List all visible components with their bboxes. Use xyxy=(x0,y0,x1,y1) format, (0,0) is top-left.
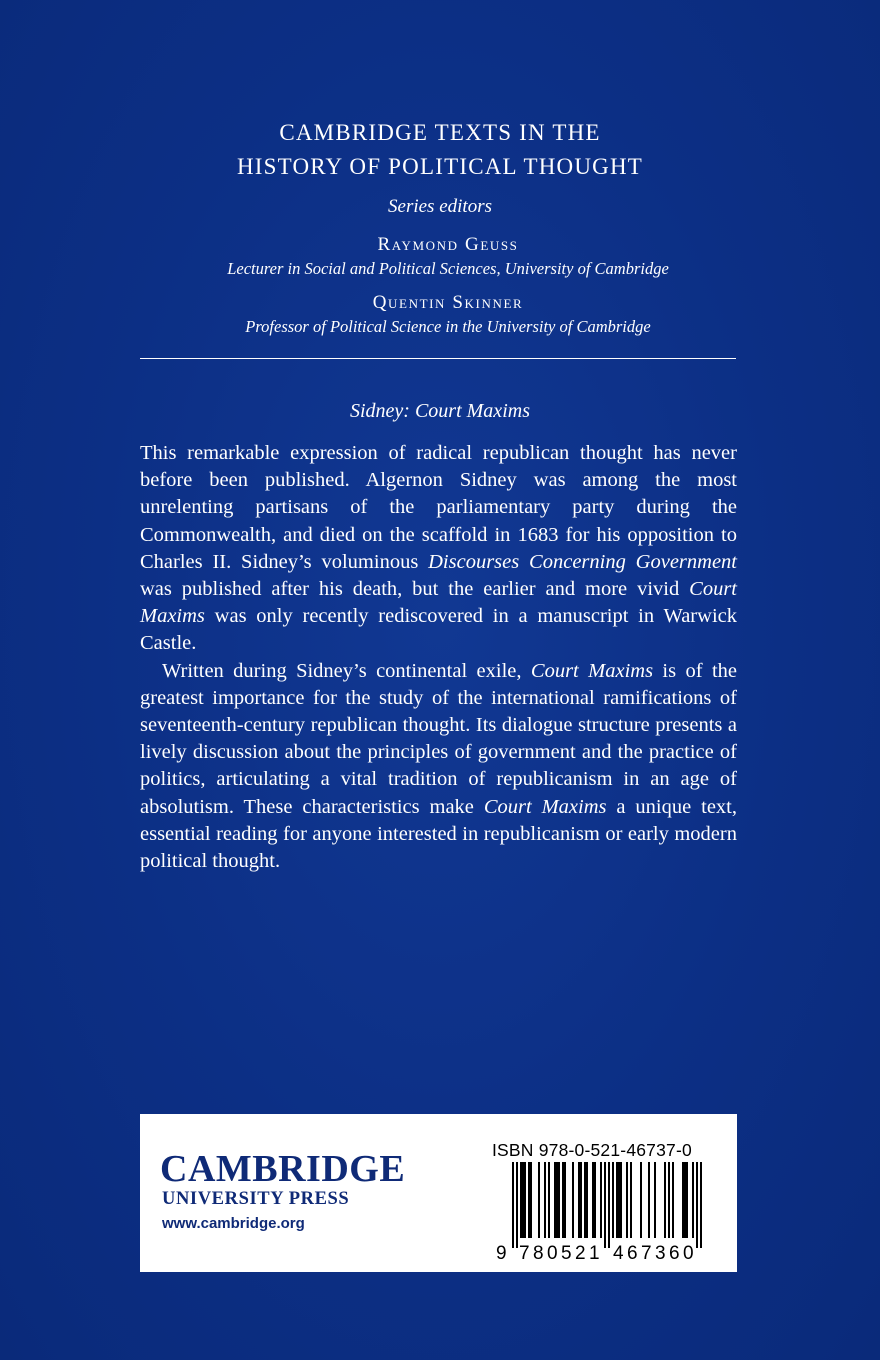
blurb-text: was only recently rediscovered in a manuscript in Warwick Castle. xyxy=(140,605,737,655)
blurb-italic-title: Court Maxims xyxy=(530,659,654,682)
barcode-digit: 6 xyxy=(627,1243,638,1262)
barcode-bar xyxy=(612,1162,614,1238)
barcode-bar xyxy=(538,1162,540,1238)
barcode-bar xyxy=(620,1162,622,1238)
barcode-bar xyxy=(544,1162,546,1238)
barcode-bar xyxy=(664,1162,666,1238)
barcode-bar xyxy=(630,1162,632,1238)
barcode-bar xyxy=(696,1162,698,1248)
barcode-bar xyxy=(554,1162,556,1238)
barcode-bar xyxy=(700,1162,702,1248)
barcode-bar xyxy=(626,1162,628,1238)
barcode-digit: 9 xyxy=(496,1243,507,1262)
barcode-bar xyxy=(684,1162,686,1238)
barcode-bar xyxy=(616,1162,618,1238)
publisher-box xyxy=(140,1114,737,1272)
barcode-digit: 3 xyxy=(655,1243,666,1262)
barcode-bar xyxy=(648,1162,650,1238)
barcode-bar xyxy=(548,1162,550,1238)
barcode-digit: 8 xyxy=(533,1243,544,1262)
series-title-line2: HISTORY OF POLITICAL THOUGHT xyxy=(236,154,644,179)
barcode-bar xyxy=(672,1162,674,1238)
barcode-bar xyxy=(564,1162,566,1238)
blurb-italic-title: Court Maxims xyxy=(483,795,607,818)
series-title-line1: CAMBRIDGE TEXTS IN THE xyxy=(279,120,601,145)
blurb-text: This remarkable expression of radical republican thought has never before been published. Algernon Sidney was among the most unrelenting partisans of the parliamentary party during the Commonwealth, and died on the scaffold in 1683 for his opposition to Charles II. Sidney’s voluminous xyxy=(140,442,737,573)
barcode-bar xyxy=(668,1162,670,1238)
barcode-bar xyxy=(524,1162,526,1238)
barcode-bar xyxy=(584,1162,586,1238)
divider xyxy=(140,358,736,359)
barcode-bar xyxy=(600,1162,602,1238)
barcode-bar xyxy=(586,1162,588,1238)
blurb-text: was published after his death, but the earlier and more vivid xyxy=(140,578,690,601)
blurb-paragraph xyxy=(140,658,737,876)
blurb-italic-title: Discourses Concerning Government xyxy=(428,550,737,573)
publisher-website[interactable]: www.cambridge.org xyxy=(162,1215,305,1232)
blurb-text: a unique text, essential reading for anyone interested in republicanism or early modern political thought. xyxy=(140,795,738,873)
barcode-bar xyxy=(618,1162,620,1238)
barcode-digit: 2 xyxy=(575,1243,586,1262)
barcode-bar xyxy=(654,1162,656,1238)
barcode-digit: 1 xyxy=(589,1243,600,1262)
barcode-bar xyxy=(640,1162,642,1238)
editor-role: Lecturer in Social and Political Sciences, University of Cambridge xyxy=(227,259,669,278)
barcode-bar xyxy=(562,1162,564,1238)
barcode-bar xyxy=(592,1162,594,1238)
barcode-digit: 7 xyxy=(641,1243,652,1262)
blurb xyxy=(140,440,737,875)
blurb-italic-title: Court Maxims xyxy=(140,578,737,628)
barcode-bar xyxy=(608,1162,610,1248)
barcode-bar xyxy=(682,1162,684,1238)
blurb-text: Written during Sidney’s continental exile, xyxy=(162,659,531,682)
publisher-logo-press: UNIVERSITY PRESS xyxy=(162,1189,350,1209)
barcode-digit: 0 xyxy=(683,1243,694,1262)
barcode-digit: 0 xyxy=(547,1243,558,1262)
barcode-bar xyxy=(512,1162,514,1248)
blurb-text: is of the greatest importance for the study of the international ramifications of seventeenth-century republican thought. Its dialogue structure presents a lively discussion about the principles of government and the practice of politics, articulating a vital tradition of republicanism in an age of absolutism. These characteristics make xyxy=(140,659,737,818)
barcode-bar xyxy=(516,1162,518,1248)
barcode-digit: 5 xyxy=(561,1243,572,1262)
barcode-bar xyxy=(578,1162,580,1238)
barcode-digit: 7 xyxy=(519,1243,530,1262)
barcode-bar xyxy=(686,1162,688,1238)
editor-name: Quentin Skinner xyxy=(372,292,524,313)
barcode-bar xyxy=(528,1162,530,1238)
barcode-bar xyxy=(692,1162,694,1238)
barcode-bar xyxy=(556,1162,558,1238)
isbn-barcode xyxy=(490,1162,718,1262)
series-editors-heading: Series editors xyxy=(388,196,492,217)
barcode-digit: 6 xyxy=(669,1243,680,1262)
barcode-bar xyxy=(604,1162,606,1248)
barcode-bar xyxy=(558,1162,560,1238)
barcode-bar xyxy=(520,1162,522,1238)
barcode-bar xyxy=(594,1162,596,1238)
editor-name: Raymond Geuss xyxy=(377,234,519,255)
publisher-logo-name: CAMBRIDGE xyxy=(160,1148,406,1190)
barcode-digit: 4 xyxy=(613,1243,624,1262)
blurb-paragraph xyxy=(140,440,737,658)
isbn-label: ISBN 978-0-521-46737-0 xyxy=(492,1140,692,1160)
barcode-bar xyxy=(522,1162,524,1238)
barcode-bar xyxy=(572,1162,574,1238)
editor-role: Professor of Political Science in the University of Cambridge xyxy=(245,317,651,336)
barcode-bar xyxy=(530,1162,532,1238)
barcode-bar xyxy=(580,1162,582,1238)
book-title: Sidney: Court Maxims xyxy=(350,400,530,422)
